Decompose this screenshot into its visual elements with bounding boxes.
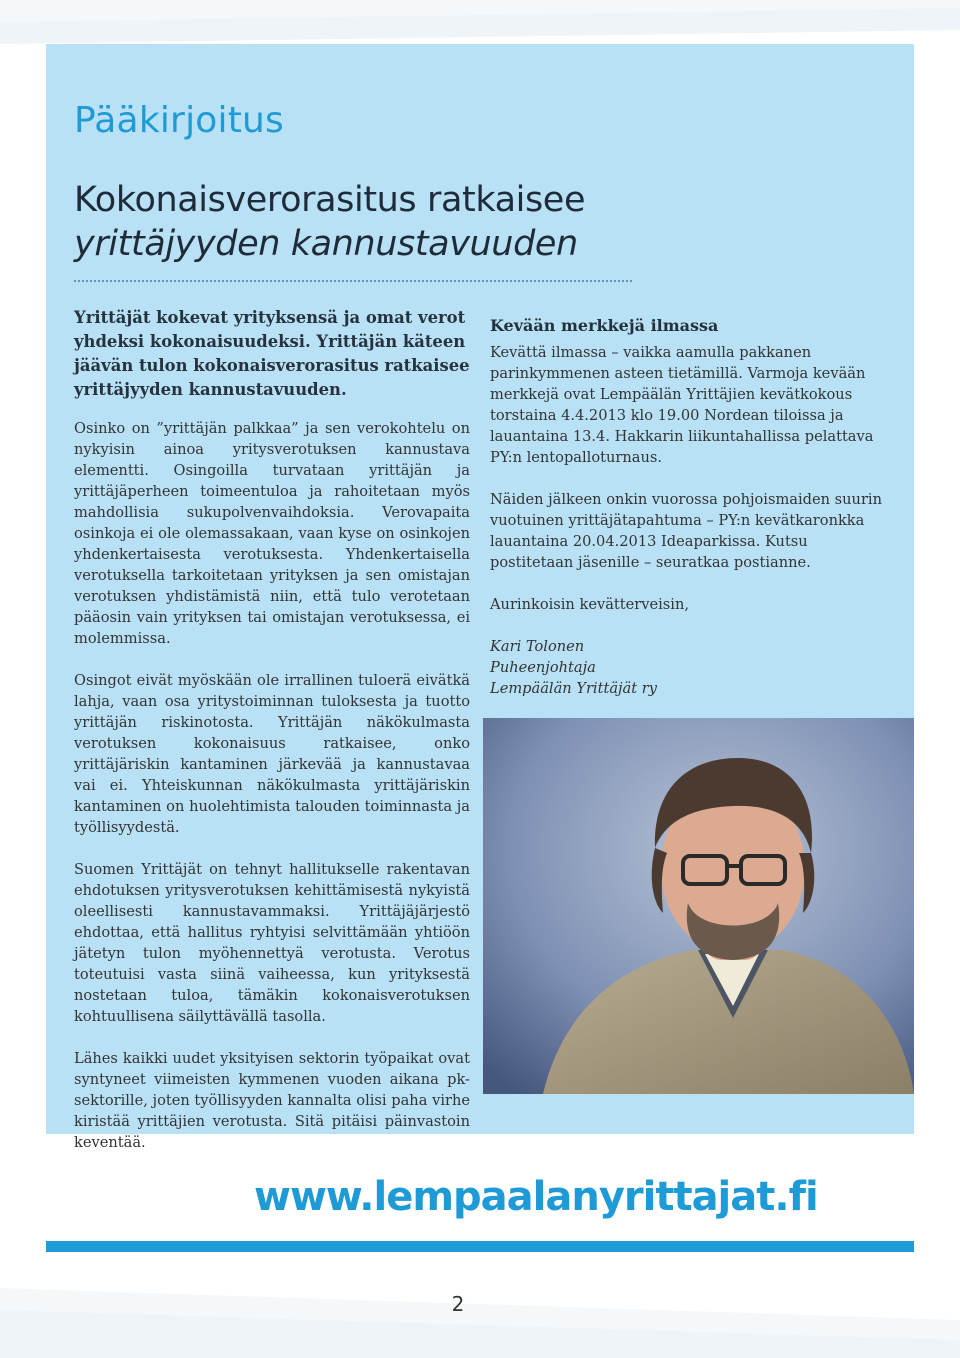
left-column <box>74 306 470 1153</box>
body-paragraph: Näiden jälkeen onkin vuorossa pohjoismaiden suurin vuotuinen yrittäjätapahtuma – PY:n kevätkaronkka lauantaina 20.04.2013 Ideaparkissa. Kutsu postitetaan jäsenille – seuratkaa postianne. <box>490 491 882 571</box>
headline <box>74 178 585 266</box>
signature-title: Puheenjohtaja <box>490 659 596 676</box>
lead-paragraph: Yrittäjät kokevat yrityksensä ja omat verot yhdeksi kokonaisuudeksi. Yrittäjän käteen jäävän tulon kokonaisverorasitus ratkaisee yrittäjyyden kannustavuuden. <box>74 308 470 399</box>
portrait-illustration <box>483 718 914 1094</box>
headline-line-1: Kokonaisverorasitus ratkaisee <box>74 180 586 220</box>
signature-name: Kari Tolonen <box>490 638 585 655</box>
body-paragraph: Lähes kaikki uudet yksityisen sektorin työpaikat ovat syntyneet viimeisten kymmenen vuoden aikana pk-sektorille, joten työllisyyden kannalta olisi paha virhe kiristää yrittäjien verotusta. Sitä pitäisi päinvastoin keventää. <box>74 1050 470 1151</box>
bottom-decorative-stripes <box>0 1270 960 1358</box>
sub-heading: Kevään merkkejä ilmassa <box>490 316 719 335</box>
right-column <box>490 314 890 699</box>
website-url[interactable]: www.lempaalanyrittajat.fi <box>254 1174 818 1220</box>
body-paragraph: Kevättä ilmassa – vaikka aamulla pakkanen parinkymmenen asteen tietämillä. Varmoja kevään merkkejä ovat Lempäälän Yrittäjien kevätkokous torstaina 4.4.2013 klo 19.00 Nordean tiloissa ja lauantaina 13.4. Hakkarin liikuntahallissa pelattava PY:n lentopalloturnaus. <box>490 344 874 466</box>
dotted-divider <box>74 280 632 282</box>
section-label: Pääkirjoitus <box>74 100 284 141</box>
body-paragraph: Suomen Yrittäjät on tehnyt hallitukselle rakentavan ehdotuksen yritysverotuksen kehittämisestä nykyistä oleellisesti kannustavammaksi. Yrittäjäjärjestö ehdottaa, että hallitus ryhtyisi selvittämään yhtiöön jätetyn tulon myöhennettyä verotusta. Verotus toteutuisi vasta siinä vaiheessa, kun yrityksestä nostetaan tuloa, tämäkin kokonaisverotuksen kohtuullisena säilyttävällä tasolla. <box>74 861 470 1025</box>
body-paragraph: Osinko on ”yrittäjän palkkaa” ja sen verokohtelu on nykyisin ainoa yritysverotuksen kannustava elementti. Osingoilla turvataan yrittäjän ja yrittäjäperheen toimeentuloa ja rahoitetaan myös mahdollisia sukupolvenvaihdoksia. Verovapaita osinkoja ei ole olemassakaan, vaan kyse on osinkojen yhdenkertaisesta verotuksesta. Yhdenkertaisella verotuksella tarkoitetaan yrityksen ja sen omistajan verotuksen yhdistämistä niin, että tulo verotetaan pääosin vain yrityksen tai omistajan verotuksessa, ei molemmissa. <box>74 420 470 647</box>
body-paragraph: Osingot eivät myöskään ole irrallinen tuloerä eivätkä lahja, vaan osa yritystoiminnan tuloksesta ja tuotto yrittäjän riskinotosta. Yrittäjän näkökulmasta verotuksen kokonaisuus ratkaisee, onko yrittäjäriskin kantaminen järkevää ja kannustavaa vai ei. Yhteiskunnan näkökulmasta yrittäjäriskin kantaminen on huolehtimista talouden toiminnasta ja työllisyydestä. <box>74 672 470 836</box>
page-number: 2 <box>451 1292 465 1316</box>
greeting: Aurinkoisin kevätterveisin, <box>490 596 689 613</box>
signature-organization: Lempäälän Yrittäjät ry <box>490 680 657 697</box>
headline-line-2: yrittäjyyden kannustavuuden <box>74 224 578 264</box>
author-portrait-photo <box>483 718 914 1094</box>
url-underline-bar <box>46 1241 914 1252</box>
signature <box>490 636 890 699</box>
